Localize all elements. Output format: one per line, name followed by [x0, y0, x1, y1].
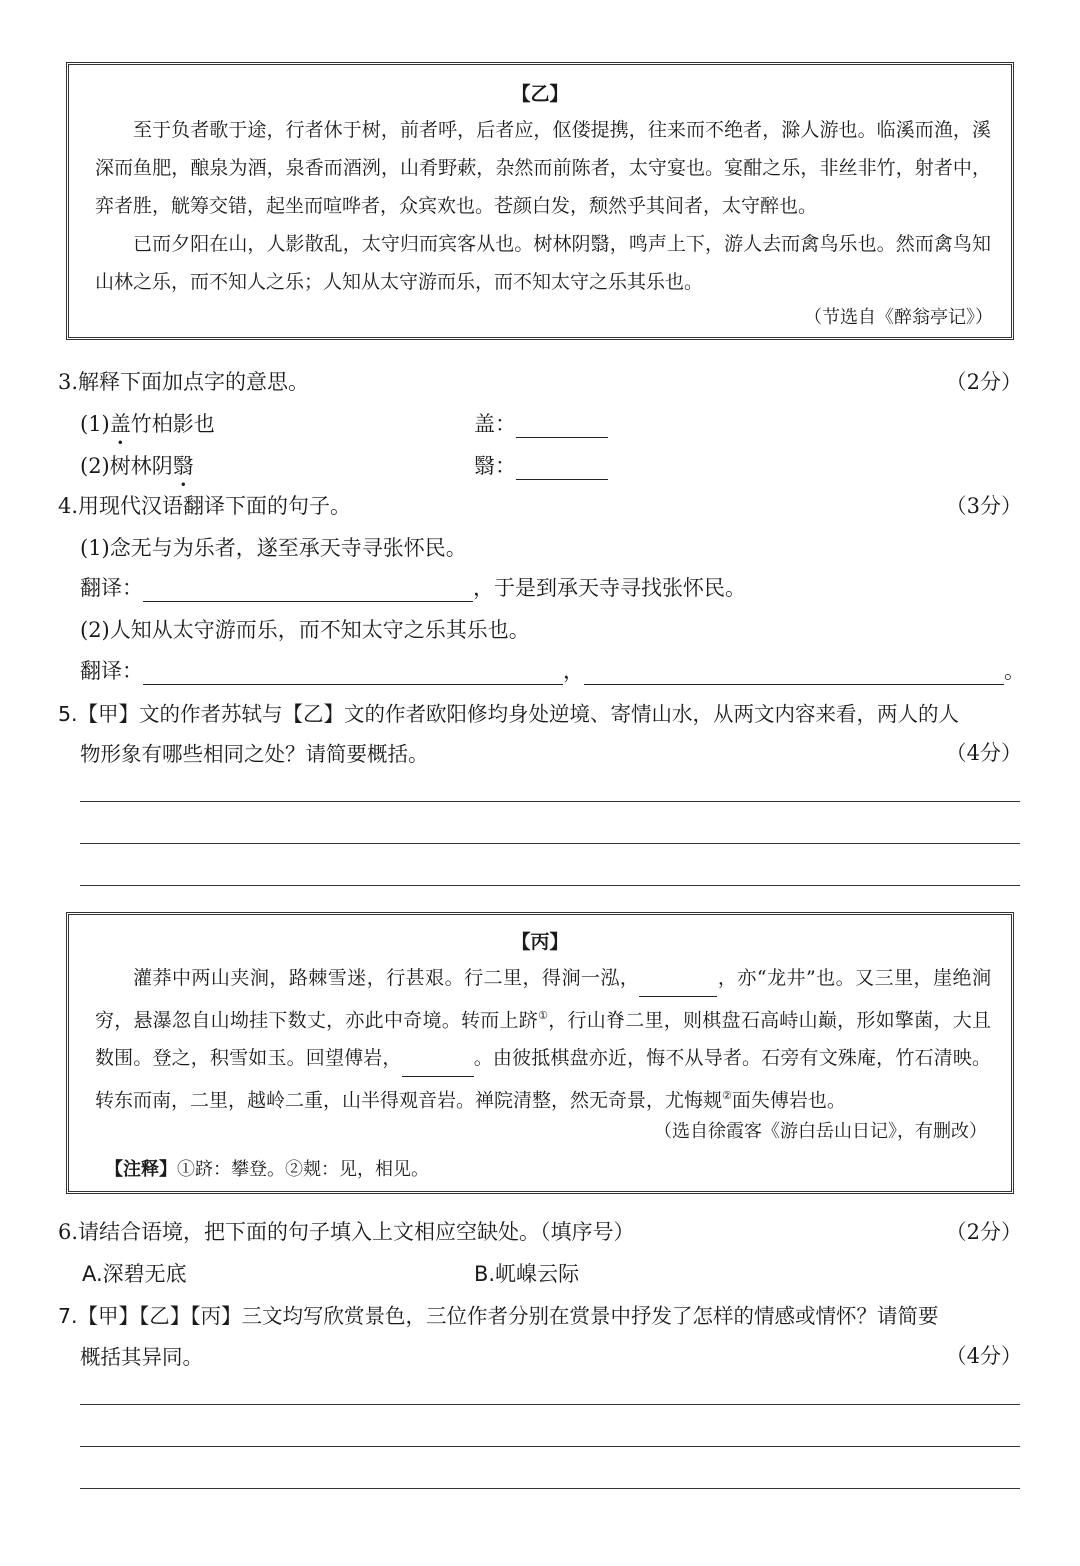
- passage-yi-source: （节选自《醉翁亭记》）: [804, 307, 993, 328]
- q7-answer-line[interactable]: [80, 1446, 1020, 1447]
- passage-bing-box: [66, 912, 1014, 1194]
- q3-answer-2-blank[interactable]: [516, 457, 608, 480]
- q4-translation-2-blank-a[interactable]: [143, 662, 563, 685]
- q3-answer-1: 盖：: [474, 408, 608, 438]
- q5-points: （4分）: [945, 741, 1022, 765]
- q3-answer-2: 翳：: [474, 450, 608, 480]
- q5-answer-line[interactable]: [80, 801, 1020, 802]
- q3-item-1: (1)盖竹柏影也: [80, 412, 215, 436]
- q7-answer-line[interactable]: [80, 1488, 1020, 1489]
- note-ref-2: ②: [722, 1089, 732, 1103]
- passage-bing-title: 【丙】: [511, 931, 569, 953]
- passage-yi-paragraph-1: 至于负者歌于途，行者休于树，前者呼，后者应，伛偻提携，往来而不绝者，滁人游也。临溪而渔，溪深而鱼肥，酿泉为酒，泉香而酒洌，山肴野蔌，杂然而前陈者，太守宴也。宴酣之乐，非丝非竹，射者中，弈者胜，觥筹交错，起坐而喧哗者，众宾欢也。苍颜白发，颓然乎其间者，太守醉也。: [95, 119, 991, 217]
- q6-stem: 6.请结合语境，把下面的句子填入上文相应空缺处。（填序号）: [58, 1220, 635, 1244]
- q3-dotted-char-2: 翳: [172, 454, 194, 478]
- q4-translation-2: 翻译： ， 。: [80, 659, 1025, 683]
- q4-points: （3分）: [945, 494, 1022, 518]
- q3-stem: 3.解释下面加点字的意思。: [58, 370, 310, 394]
- passage-bing-notes: 【注释】①跻：攀登。②觌：见，相见。: [105, 1159, 429, 1180]
- q4-stem: 4.用现代汉语翻译下面的句子。: [58, 494, 352, 518]
- passage-bing-source: （选自徐霞客《游白岳山日记》，有删改）: [654, 1121, 987, 1142]
- passage-yi-box: [66, 62, 1014, 340]
- q7-points: （4分）: [945, 1344, 1022, 1368]
- q6-option-b: B.屼嵲云际: [474, 1262, 580, 1286]
- q3-item-2: (2)树林阴翳: [80, 454, 194, 478]
- passage-bing-paragraph: 灌莽中两山夹涧，路棘雪迷，行甚艰。行二里，得涧一泓， ，亦“龙井”也。又三里，崖绝涧穷，悬瀑忽自山坳挂下数丈，亦此中奇境。转而上跻①，行山脊二里，则棋盘石高峙山巅，形如擎菌，大且数围。登之，积雪如玉。回望傅岩， 。由彼抵棋盘亦近，悔不从导者。石旁有文殊庵，竹石清映。转东而南，二里，越岭二重，山半得观音岩。禅院清整，然无奇景，尤悔觌②面失傅岩也。: [95, 967, 991, 1112]
- q3-answer-1-blank[interactable]: [516, 415, 608, 438]
- q4-sentence-2: (2)人知从太守游而乐，而不知太守之乐其乐也。: [80, 618, 530, 642]
- q5-answer-line[interactable]: [80, 885, 1020, 886]
- q7-answer-line[interactable]: [80, 1404, 1020, 1405]
- q5-stem-line-2: 物形象有哪些相同之处？请简要概括。: [80, 742, 429, 766]
- passage-yi-paragraph-2: 已而夕阳在山，人影散乱，太守归而宾客从也。树林阴翳，鸣声上下，游人去而禽鸟乐也。然而禽鸟知山林之乐，而不知人之乐；人知从太守游而乐，而不知太守之乐其乐也。: [95, 233, 991, 293]
- q4-sentence-1: (1)念无与为乐者，遂至承天寺寻张怀民。: [80, 536, 467, 560]
- q5-answer-line[interactable]: [80, 843, 1020, 844]
- q6-points: （2分）: [945, 1220, 1022, 1244]
- q3-points: （2分）: [945, 370, 1022, 394]
- passage-yi-title: 【乙】: [511, 83, 569, 105]
- q6-option-a: A.深碧无底: [82, 1262, 187, 1286]
- bing-blank-1[interactable]: [639, 976, 717, 997]
- q7-stem-line-2: 概括其异同。: [80, 1345, 203, 1369]
- q4-translation-1-blank[interactable]: [143, 579, 473, 602]
- q4-translation-2-blank-b[interactable]: [584, 662, 1004, 685]
- bing-blank-2[interactable]: [402, 1056, 474, 1077]
- q3-dotted-char-1: 盖: [109, 412, 131, 436]
- q5-stem-line-1: 5.【甲】文的作者苏轼与【乙】文的作者欧阳修均身处逆境、寄情山水，从两文内容来看，两人的人: [58, 702, 960, 726]
- q4-translation-1: 翻译： ，于是到承天寺寻找张怀民。: [80, 576, 746, 600]
- note-ref-1: ①: [538, 1009, 549, 1022]
- q7-stem-line-1: 7.【甲】【乙】【丙】三文均写欣赏景色，三位作者分别在赏景中抒发了怎样的情感或情怀？请简要: [58, 1304, 939, 1328]
